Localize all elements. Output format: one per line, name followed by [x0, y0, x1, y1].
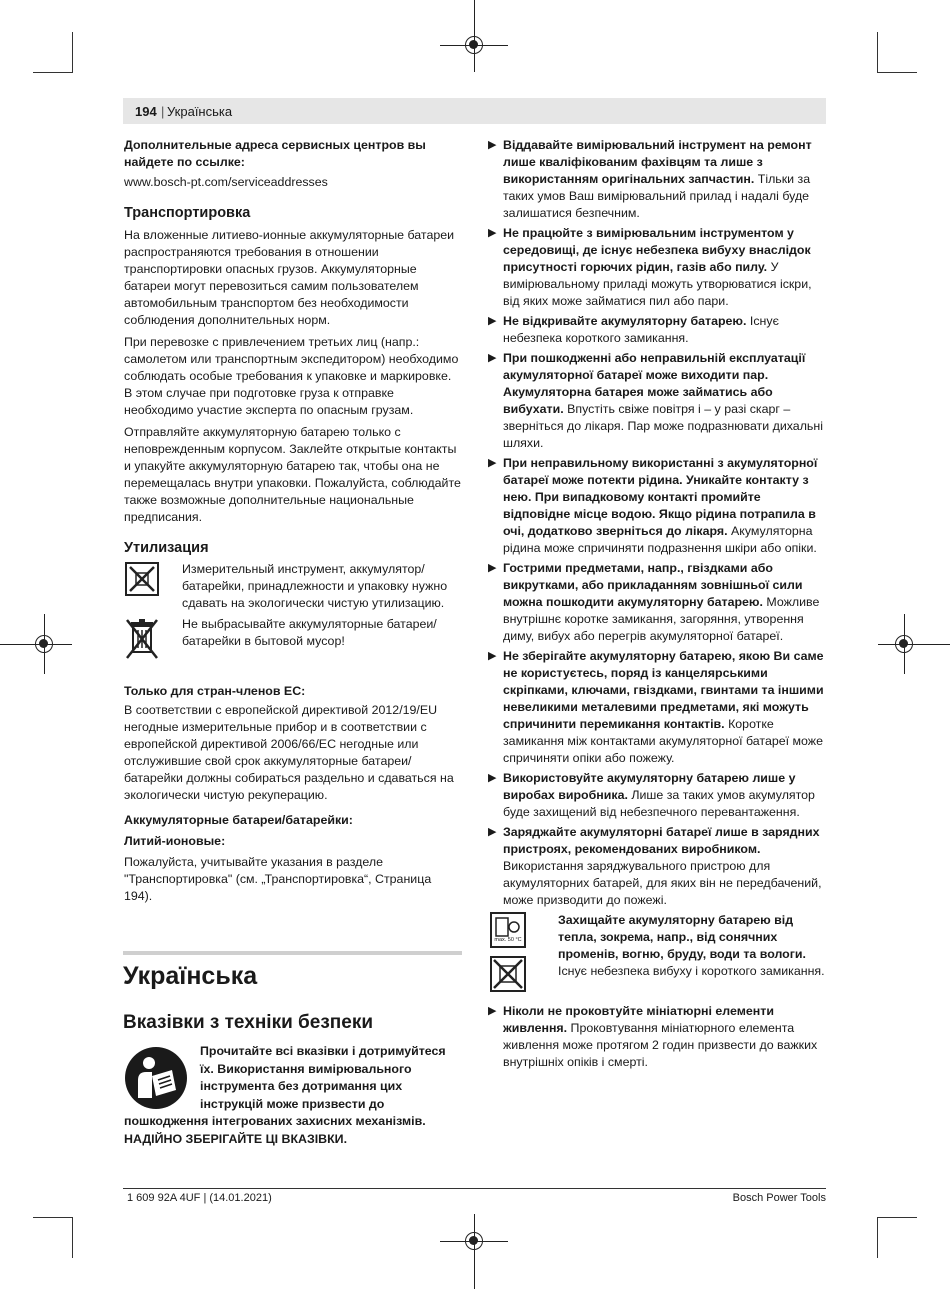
registration-mark-icon	[465, 1232, 483, 1250]
transport-title: Транспортировка	[124, 205, 251, 221]
service-note: Дополнительные адреса сервисных центров вы найдете по ссылке:	[124, 138, 426, 169]
safety-bullet: ▶ Не відкривайте акумуляторну батарею. Існує небезпека короткого замикання.	[488, 314, 779, 345]
safety-bullet: ▶ Заряджайте акумуляторні батареї лише в зарядних пристроях, рекомендованих виробником. Використання заряджувального пристрою для акумуляторних батарей, для яких він не передбачений, може призводити до пожежі.	[488, 825, 822, 907]
section-rule	[123, 951, 462, 955]
page-number: 194	[135, 104, 157, 119]
header-language: Українська	[167, 104, 233, 119]
footer-brand: Bosch Power Tools	[732, 1192, 826, 1204]
crop-mark	[33, 1217, 73, 1218]
header-separator: |	[161, 104, 165, 119]
section-heading: Українська	[123, 962, 258, 990]
crop-mark	[877, 1218, 878, 1258]
safety-heading: Вказівки з техніки безпеки	[123, 1012, 374, 1033]
crossed-bin-icon	[124, 616, 160, 667]
registration-line	[878, 644, 950, 645]
max-temperature-icon	[490, 912, 526, 948]
no-water-fire-icon	[490, 956, 526, 997]
safety-bullet: ▶ При неправильному використанні з акумуляторної батареї може потекти рідина. Уникайте контакту з нею. При випадковому контакті промийте відповідне місце водою. Якщо рідина потрапила в очі, додатково зверніться до лікаря. Акумуляторна рідина може спричиняти подразнення шкіри або опіки.	[488, 456, 818, 555]
service-url[interactable]: www.bosch-pt.com/serviceaddresses	[124, 175, 328, 189]
left-column	[124, 137, 462, 910]
registration-mark-icon	[895, 635, 913, 653]
last-bullet-list	[488, 1003, 826, 1071]
heat-warning-row	[490, 912, 826, 997]
crop-mark	[877, 72, 917, 73]
safety-bullet: ▶ При пошкодженні або неправильній експлуатації акумуляторної батареї може виходити пар. Акумуляторна батарея може займатись або вибухати. Впустіть свіже повітря і – у разі скарг – зверніться до лікаря. Пар може подразнювати дихальні шляхи.	[488, 351, 823, 450]
lithium-title: Литий-ионовые:	[124, 834, 226, 848]
read-instructions-text	[124, 1043, 462, 1148]
safety-bullet-list	[488, 137, 826, 909]
disposal-icon-1-text: Измерительный инструмент, аккумулятор/ батарейки, принадлежности и упаковку нужно сдавать на экологически чистую утилизацию.	[182, 562, 448, 610]
registration-line	[474, 1214, 475, 1289]
safety-bullet: ▶ Ніколи не проковтуйте мініатюрні елементи живлення. Проковтування мініатюрного елемента живлення може протягом 2 годин призвести до важких внутрішніх опіків і смерті.	[488, 1004, 818, 1069]
registration-mark-icon	[465, 36, 483, 54]
crop-mark	[877, 1217, 917, 1218]
crop-mark	[72, 32, 73, 72]
disposal-icon-2-text: Не выбрасывайте аккумуляторные батареи/батарейки в бытовой мусор!	[182, 617, 437, 648]
right-column	[488, 137, 826, 1074]
transport-paragraph-1: На вложенные литиево-ионные аккумуляторные батареи распространяются требования в отношении транспортировки опасных грузов. Аккумуляторные батареи могут перевозиться самим пользователем автомобильным транспортом без необходимости соблюдения дополнительных норм.	[124, 228, 455, 327]
footer-rule	[123, 1188, 826, 1189]
footer-doc-id: 1 609 92A 4UF | (14.01.2021)	[127, 1192, 272, 1204]
safety-bullet: ▶ Використовуйте акумуляторну батарею лише у виробах виробника. Лише за таких умов акумулятор буде захищений від небезпечного перевантаження.	[488, 771, 815, 819]
transport-paragraph-3: Отправляйте аккумуляторную батарею только с неповрежденным корпусом. Заклейте открытые контакты и упакуйте аккумуляторную батарею так, чтобы она не перемещалась внутри упаковки. Пожалуйста, соблюдайте также возможные дополнительные национальные предписания.	[124, 425, 461, 524]
registration-mark-icon	[35, 635, 53, 653]
transport-paragraph-2: При перевозке с привлечением третьих лиц (напр.: самолетом или транспортным экспедитором) необходимо соблюдать особые требования к упаковке и маркировке. В этом случае при подготовке груза к отправке необходимо участие эксперта по опасным грузам.	[124, 335, 459, 417]
safety-bullet: ▶ Гострими предметами, напр., гвіздками або викрутками, або прикладанням зовнішньої сили можна пошкодити акумуляторну батарею. Можливе внутрішнє коротке замикання, загоряння, утворення диму, вибух або перегрів акумуляторної батареї.	[488, 561, 820, 643]
crop-mark	[877, 32, 878, 72]
disposal-title: Утилизация	[124, 540, 209, 556]
max-temperature-label: max. 50 °C	[494, 937, 522, 943]
lithium-text: Пожалуйста, учитывайте указания в разделе "Транспортировка" (см. „Транспортировка“, Страница 194).	[124, 855, 432, 903]
safety-bullet: ▶ Віддавайте вимірювальний інструмент на ремонт лише кваліфікованим фахівцям та лише з використанням оригінальних запчастин. Тільки за таких умов Ваш вимірювальний прилад і надалі буде залишатися безпечним.	[488, 138, 812, 220]
heat-warning-text: Захищайте акумуляторну батарею від тепла, зокрема, напр., від сонячних променів, вогню, бруду, води та вологи. Існує небезпека вибуху і короткого замикання.	[558, 913, 825, 978]
read-instructions-bold: Прочитайте всі вказівки і дотримуйтеся їх. Використання вимірювального інструмента без дотримання цих інструкцій може призвести до пошкодження інтегрованих захисних механізмів. НАДІЙНО ЗБЕРІГАЙТЕ ЦІ ВКАЗІВКИ.	[124, 1044, 446, 1146]
crop-mark	[33, 72, 73, 73]
disposal-row-2	[124, 616, 462, 667]
heat-icons	[490, 912, 526, 997]
disposal-row-1	[124, 561, 462, 612]
recycle-crossed-box-icon	[124, 561, 160, 602]
batteries-title: Аккумуляторные батареи/батарейки:	[124, 813, 353, 827]
eu-title: Только для стран-членов ЕС:	[124, 684, 306, 698]
safety-bullet: ▶ Не працюйте з вимірювальним інструментом у середовищі, де існує небезпека вибуху внаслідок присутності горючих рідин, газів або пилу. У вимірювальному приладі можуть утворюватися іскри, від яких може займатися пил або пари.	[488, 226, 812, 308]
crop-mark	[72, 1218, 73, 1258]
eu-text: В соответствии с европейской директивой 2012/19/EU негодные измерительные прибор и в соответствии с европейской директивой 2006/66/EC негодные или отслужившие свой срок аккумуляторные батареи/батарейки должны собираться раздельно и сдаваться на экологически чистую рекуперацию.	[124, 703, 454, 802]
safety-bullet: ▶ Не зберігайте акумуляторну батарею, якою Ви саме не користуєтесь, поряд із канцелярськими скріпками, ключами, гвіздками, гвинтами та іншими невеликими металевими предметами, які можуть спричинити перемикання контактів. Коротке замикання між контактами акумуляторної батареї може спричиняти опіки або пожежу.	[488, 649, 824, 765]
